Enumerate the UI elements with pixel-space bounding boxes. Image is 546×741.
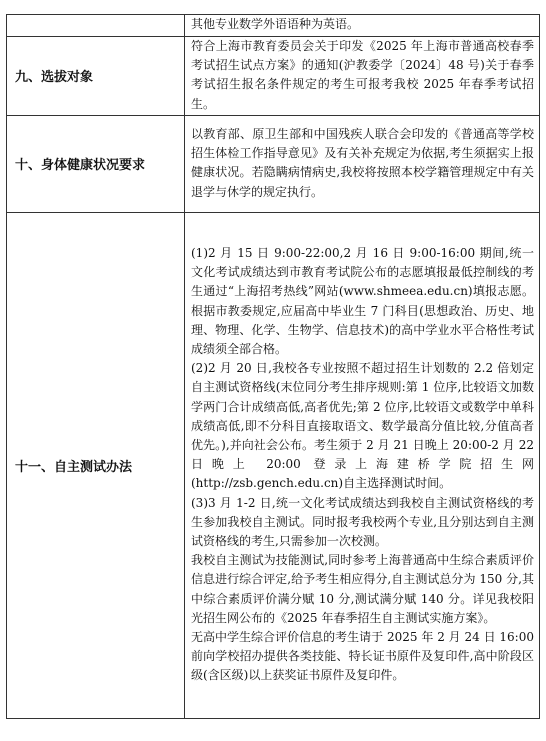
content-paragraph: 以教育部、原卫生部和中国残疾人联合会印发的《普通高等学校招生体检工作指导意见》及有关补充规定为依据,考生须据实上报健康状况。若隐瞒病情病史,我校将按照本校学籍管理规定中有关退学与休学的规定执行。: [191, 126, 534, 199]
row-content: [185, 15, 540, 37]
content-paragraph: 无高中学生综合评价信息的考生请于 2025 年 2 月 24 日 16:00 前向学校招办提供各类技能、特长证书原件及复印件,高中阶段区级(含区级)以上获奖证书原件及复印件。: [191, 630, 534, 683]
content-paragraph: (1)2 月 15 日 9:00-22:00,2 月 16 日 9:00-16:00 期间,统一文化考试成绩达到市教育考试院公布的志愿填报最低控制线的考生通过“上海招考热线”网站(www.shmeea.edu.cn)填报志愿。根据市教委规定,应届高中毕业生 7 门科目(思想政治、历史、地理、物理、化学、生物学、信息技术)的高中学业水平合格性考试成绩须全部合格。: [191, 245, 534, 356]
row-label: 十、身体健康状况要求: [7, 115, 185, 212]
content-paragraph: 符合上海市教育委员会关于印发《2025 年上海市普通高校春季考试招生试点方案》的通知(沪教委学〔2024〕48 号)关于春季考试招生报名条件规定的考生可报考我校 2025 年春季考试招生。: [191, 39, 534, 111]
table-row-selection-target: [7, 37, 540, 116]
row-content: [185, 212, 540, 718]
row-label: 九、选拔对象: [7, 37, 185, 116]
content-paragraph: 其他专业数学外语语种为英语。: [191, 17, 360, 32]
content-paragraph: 我校自主测试为技能测试,同时参考上海普通高中生综合素质评价信息进行综合评定,给予考生相应得分,自主测试总分为 150 分,其中综合素质评价满分赋 10 分,测试满分赋 140 分。详见我校阳光招生网公布的《2025 年春季招生自主测试实施方案》。: [191, 553, 534, 625]
table-row-health-requirements: [7, 115, 540, 212]
content-paragraph: (3)3 月 1-2 日,统一文化考试成绩达到我校自主测试资格线的考生参加我校自主测试。同时报考我校两个专业,且分别达到自主测试资格线的考生,只需参加一次校测。: [191, 495, 534, 549]
row-label: 十一、自主测试办法: [7, 212, 185, 718]
row-label: [7, 15, 185, 37]
row-content: [185, 115, 540, 212]
table-row-self-test-method: [7, 212, 540, 718]
content-paragraph: (2)2 月 20 日,我校各专业按照不超过招生计划数的 2.2 倍划定自主测试资格线(末位同分考生排序规则:第 1 位序,比较语文加数学两门合计成绩高低,高者优先;第 2 位序,比较语文或数学中单科成绩高低,即不分科目直接取语文、数学最高分值比较,分值高者优先。),并向社会公布。考生须于 2 月 21 日晚上 20:00-2 月 22 日晚上 20:00 登录上海建桥学院招生网(http://zsb.gench.edu.cn)自主选择测试时间。: [191, 361, 534, 491]
table-row-continuation: [7, 15, 540, 37]
row-content: [185, 37, 540, 116]
admission-info-table: [6, 14, 540, 719]
